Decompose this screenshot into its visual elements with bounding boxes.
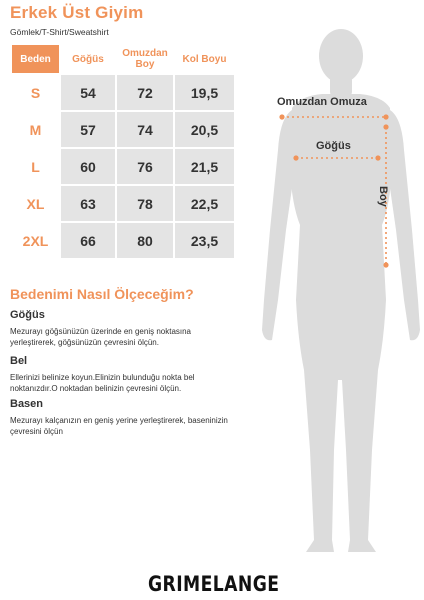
howto-heading-basen: Basen — [10, 398, 44, 410]
howto-heading-gogus: Göğüs — [10, 309, 45, 321]
howto-title: Bedenimi Nasıl Ölçeceğim? — [10, 286, 194, 302]
howto-text-basen: Mezurayı kalçanızın en geniş yerine yerleştirerek, baseninizin çevresini ölçün — [10, 416, 228, 436]
howto-text-gogus: Mezurayı göğsünüzün üzerinde en geniş noktasına yerleştirerek, göğsünüzün çevresini ölçün. — [10, 327, 192, 347]
omuzdan-boy-cell: 78 — [117, 186, 173, 221]
size-cell: S — [12, 75, 59, 110]
kol-boyu-cell: 20,5 — [175, 112, 234, 147]
howto-heading-bel: Bel — [10, 355, 28, 367]
kol-boyu-cell: 23,5 — [175, 223, 234, 258]
gogus-cell: 60 — [61, 149, 115, 184]
kol-boyu-cell: 21,5 — [175, 149, 234, 184]
gogus-cell: 54 — [61, 75, 115, 110]
header-omuzdan-boy: Omuzdan Boy — [117, 45, 173, 73]
page-subtitle: Gömlek/T-Shirt/Sweatshirt — [10, 27, 109, 37]
length-label: Boy — [377, 186, 389, 207]
brand-logo: GRIMELANGE — [148, 572, 280, 596]
header-beden: Beden — [12, 45, 59, 73]
howto-text-bel: Ellerinizi belinize koyun.Elinizin bulunduğu nokta bel noktanızdır.O noktadan belinizin çevresini ölçün. — [10, 373, 195, 393]
omuzdan-boy-cell: 80 — [117, 223, 173, 258]
size-cell: M — [12, 112, 59, 147]
size-cell: XL — [12, 186, 59, 221]
size-cell: L — [12, 149, 59, 184]
shoulder-label: Omuzdan Omuza — [277, 96, 367, 108]
page-title: Erkek Üst Giyim — [10, 3, 144, 22]
chest-label: Göğüs — [316, 140, 351, 152]
omuzdan-boy-cell: 74 — [117, 112, 173, 147]
header-kol-boyu: Kol Boyu — [175, 45, 234, 73]
gogus-cell: 57 — [61, 112, 115, 147]
header-gogus: Göğüs — [61, 45, 115, 73]
size-cell: 2XL — [12, 223, 59, 258]
omuzdan-boy-cell: 72 — [117, 75, 173, 110]
kol-boyu-cell: 22,5 — [175, 186, 234, 221]
gogus-cell: 63 — [61, 186, 115, 221]
omuzdan-boy-cell: 76 — [117, 149, 173, 184]
gogus-cell: 66 — [61, 223, 115, 258]
kol-boyu-cell: 19,5 — [175, 75, 234, 110]
